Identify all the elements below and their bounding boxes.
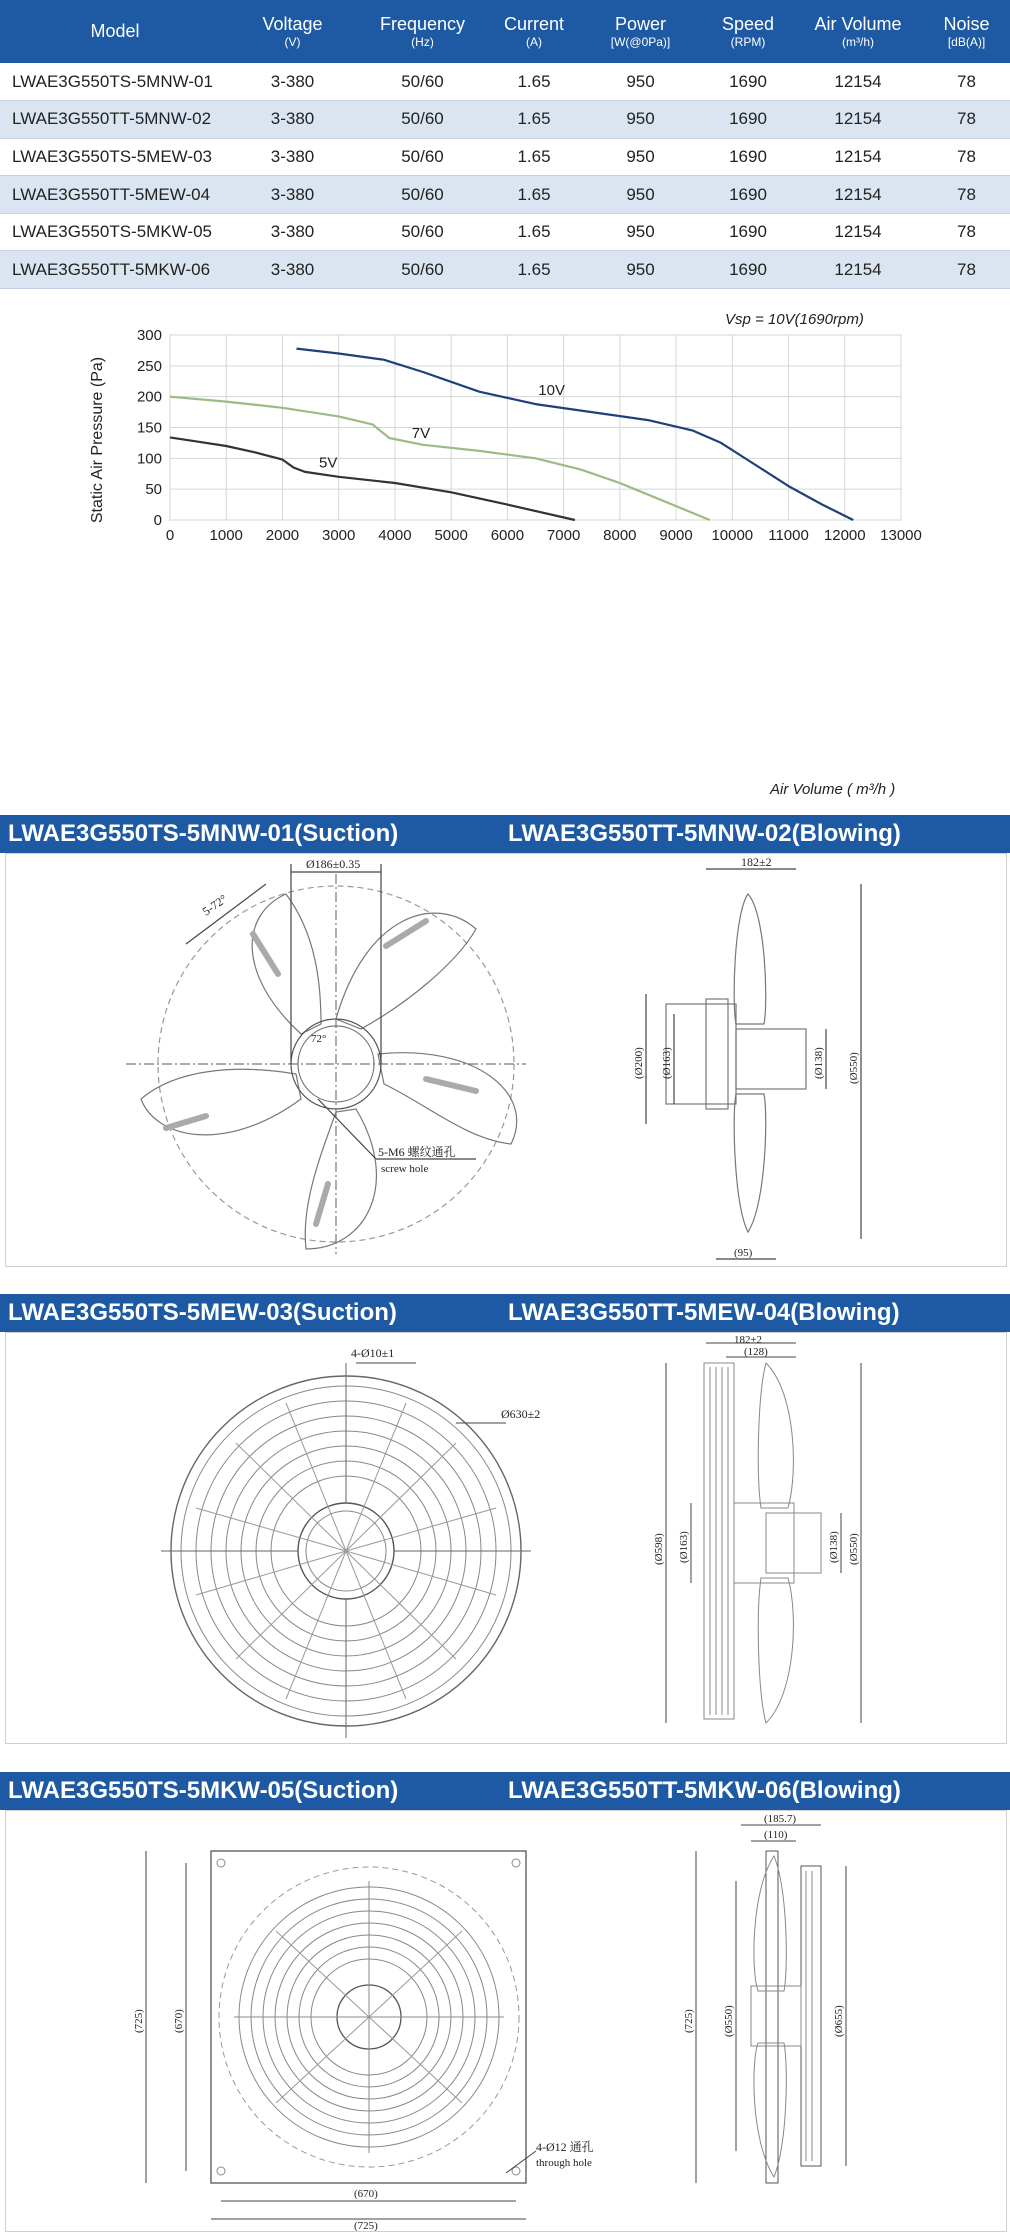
series-label: 5V [319,454,338,472]
dim-label: (110) [764,1829,788,1841]
table-cell: 12154 [793,101,923,139]
performance-chart [0,290,1010,813]
y-tick-label: 50 [145,481,162,499]
table-cell: 78 [923,101,1010,139]
table-cell: 12154 [793,138,923,176]
drawing-panel-mew [5,1332,1007,1744]
table-cell: 1690 [703,138,793,176]
table-cell: 1.65 [490,63,578,101]
x-tick-label: 6000 [490,527,525,544]
table-cell: 12154 [793,213,923,251]
table-body [0,63,1010,289]
section-title-right: LWAE3G550TT-5MKW-06(Blowing) [508,1777,901,1804]
dim-label: (670) [354,2188,378,2200]
table-cell: 3-380 [230,176,355,214]
series-line-5v [170,437,575,520]
header-speed: Speed (RPM) [721,13,775,49]
table-cell: 78 [923,138,1010,176]
dim-label: screw hole [381,1163,429,1175]
fan-blade-side-drawing [646,869,861,1259]
table-cell: 1.65 [490,101,578,139]
x-tick-label: 7000 [546,527,581,544]
header-power: Power [W(@0Pa)] [610,13,671,49]
chart-annotation: Vsp = 10V(1690rpm) [725,311,864,328]
dim-label: (Ø138) [813,1047,825,1079]
dim-label: (Ø163) [678,1531,690,1563]
header-frequency: Frequency (Hz) [379,13,466,49]
x-tick-label: 1000 [209,527,243,544]
x-tick-label: 13000 [880,527,922,544]
section-title-right: LWAE3G550TT-5MEW-04(Blowing) [508,1299,900,1326]
series-label: 7V [411,424,431,442]
dim-label: (Ø550) [848,1052,860,1084]
dim-label: (Ø550) [848,1533,860,1565]
y-tick-label: 150 [136,419,162,437]
table-row [0,176,1010,214]
dim-label: (725) [354,2220,378,2231]
section-bar-mkw [0,1772,1010,1810]
table-cell: 1.65 [490,138,578,176]
table-cell: 950 [578,176,703,214]
dim-label: (128) [744,1346,768,1358]
drawing-mew [6,1333,1006,1743]
dim-label: 182±2 [741,855,772,869]
x-tick-label: 9000 [659,527,693,544]
table-cell: 50/60 [355,213,490,251]
table-cell: 12154 [793,251,923,289]
table-cell: 78 [923,213,1010,251]
spec-table [0,0,1010,289]
dim-label: 4-Ø12 通孔 [536,2140,594,2154]
x-tick-label: 3000 [322,527,356,544]
table-cell: 3-380 [230,213,355,251]
section-title-left: LWAE3G550TS-5MNW-01(Suction) [8,820,399,847]
table-cell: 12154 [793,176,923,214]
dim-label: (670) [173,2009,185,2033]
table-cell: 50/60 [355,138,490,176]
table-cell: 50/60 [355,101,490,139]
dim-label: 5-M6 螺纹通孔 [378,1145,456,1159]
table-cell: 1690 [703,213,793,251]
header-air-volume: Air Volume (m³/h) [814,13,902,49]
model-cell: LWAE3G550TS-5MEW-03 [0,138,230,176]
table-cell: 950 [578,63,703,101]
header-model: Model [90,21,140,42]
table-cell: 3-380 [230,138,355,176]
y-tick-label: 250 [136,357,162,375]
dim-label: Ø186±0.35 [306,857,361,871]
x-tick-label: 8000 [603,527,637,544]
y-tick-label: 0 [153,512,162,529]
fan-blade-front-drawing [126,864,526,1254]
x-tick-label: 4000 [378,527,412,544]
x-tick-label: 5000 [434,527,468,544]
y-tick-label: 200 [136,388,162,406]
dim-label: (95) [734,1247,753,1259]
dim-label: 72° [311,1033,327,1045]
dim-label: Ø630±2 [501,1407,541,1421]
table-cell: 78 [923,63,1010,101]
x-tick-label: 0 [165,527,175,544]
series-label: 10V [538,381,566,399]
section-bar-mew [0,1294,1010,1332]
drawing-panel-mkw [5,1810,1007,2232]
dim-label: (725) [683,2009,695,2033]
model-cell: LWAE3G550TS-5MNW-01 [0,63,230,101]
table-cell: 50/60 [355,251,490,289]
fan-guard-front-drawing [161,1363,531,1738]
x-tick-label: 11000 [768,527,809,544]
dim-label: 5-72° [199,891,230,919]
table-cell: 78 [923,176,1010,214]
section-title-left: LWAE3G550TS-5MKW-05(Suction) [8,1777,399,1804]
x-tick-label: 2000 [265,527,300,544]
table-cell: 78 [923,251,1010,289]
table-cell: 950 [578,213,703,251]
series-line-10v [297,349,854,520]
table-row [0,213,1010,251]
dim-label: (Ø163) [661,1047,673,1079]
dim-label: 4-Ø10±1 [351,1346,395,1360]
table-row [0,63,1010,101]
table-cell: 1690 [703,101,793,139]
dim-label: (725) [133,2009,145,2033]
header-noise: Noise [dB(A)] [943,13,990,49]
square-mount-side-drawing [696,1825,846,2183]
y-tick-label: 100 [136,450,162,468]
table-header-row [0,0,1010,63]
dim-label: (Ø550) [723,2005,735,2037]
table-row [0,251,1010,289]
dim-label: (Ø138) [828,1531,840,1563]
chart-grid [170,335,901,520]
table-cell: 3-380 [230,251,355,289]
dim-label: (Ø655) [833,2005,845,2037]
drawing-panel-mnw [5,853,1007,1267]
model-cell: LWAE3G550TT-5MNW-02 [0,101,230,139]
x-tick-label: 10000 [711,527,754,544]
model-cell: LWAE3G550TT-5MKW-06 [0,251,230,289]
table-cell: 3-380 [230,101,355,139]
section-title-right: LWAE3G550TT-5MNW-02(Blowing) [508,820,901,847]
model-cell: LWAE3G550TS-5MKW-05 [0,213,230,251]
section-bar-mnw [0,815,1010,853]
dim-label: (185.7) [764,1813,797,1825]
table-cell: 1690 [703,176,793,214]
chart-series [170,349,853,520]
section-title-left: LWAE3G550TS-5MEW-03(Suction) [8,1299,397,1326]
table-cell: 950 [578,138,703,176]
table-cell: 12154 [793,63,923,101]
chart-axes [137,327,922,544]
table-cell: 950 [578,101,703,139]
table-cell: 1690 [703,63,793,101]
table-cell: 1.65 [490,251,578,289]
x-tick-label: 12000 [823,527,866,544]
header-current: Current (A) [503,13,565,49]
model-cell: LWAE3G550TT-5MEW-04 [0,176,230,214]
header-voltage: Voltage (V) [262,13,323,49]
table-cell: 950 [578,251,703,289]
y-tick-label: 300 [136,327,162,344]
dim-label: through hole [536,2157,592,2169]
table-cell: 1690 [703,251,793,289]
x-axis-label: Air Volume ( m³/h ) [770,781,896,798]
table-cell: 3-380 [230,63,355,101]
table-cell: 1.65 [490,176,578,214]
square-mount-front-drawing [146,1851,536,2219]
table-cell: 50/60 [355,63,490,101]
drawing-mnw [6,854,1006,1266]
chart-svg [0,290,1010,813]
table-cell: 50/60 [355,176,490,214]
dim-label: (Ø200) [633,1047,645,1079]
table-row [0,101,1010,139]
dim-label: (Ø598) [653,1533,665,1565]
spec-table-container [0,0,1010,289]
table-row [0,138,1010,176]
drawing-mkw [6,1811,1006,2231]
table-cell: 1.65 [490,213,578,251]
dim-label: 182±2 [734,1334,763,1346]
y-axis-label: Static Air Pressure (Pa) [89,356,106,524]
